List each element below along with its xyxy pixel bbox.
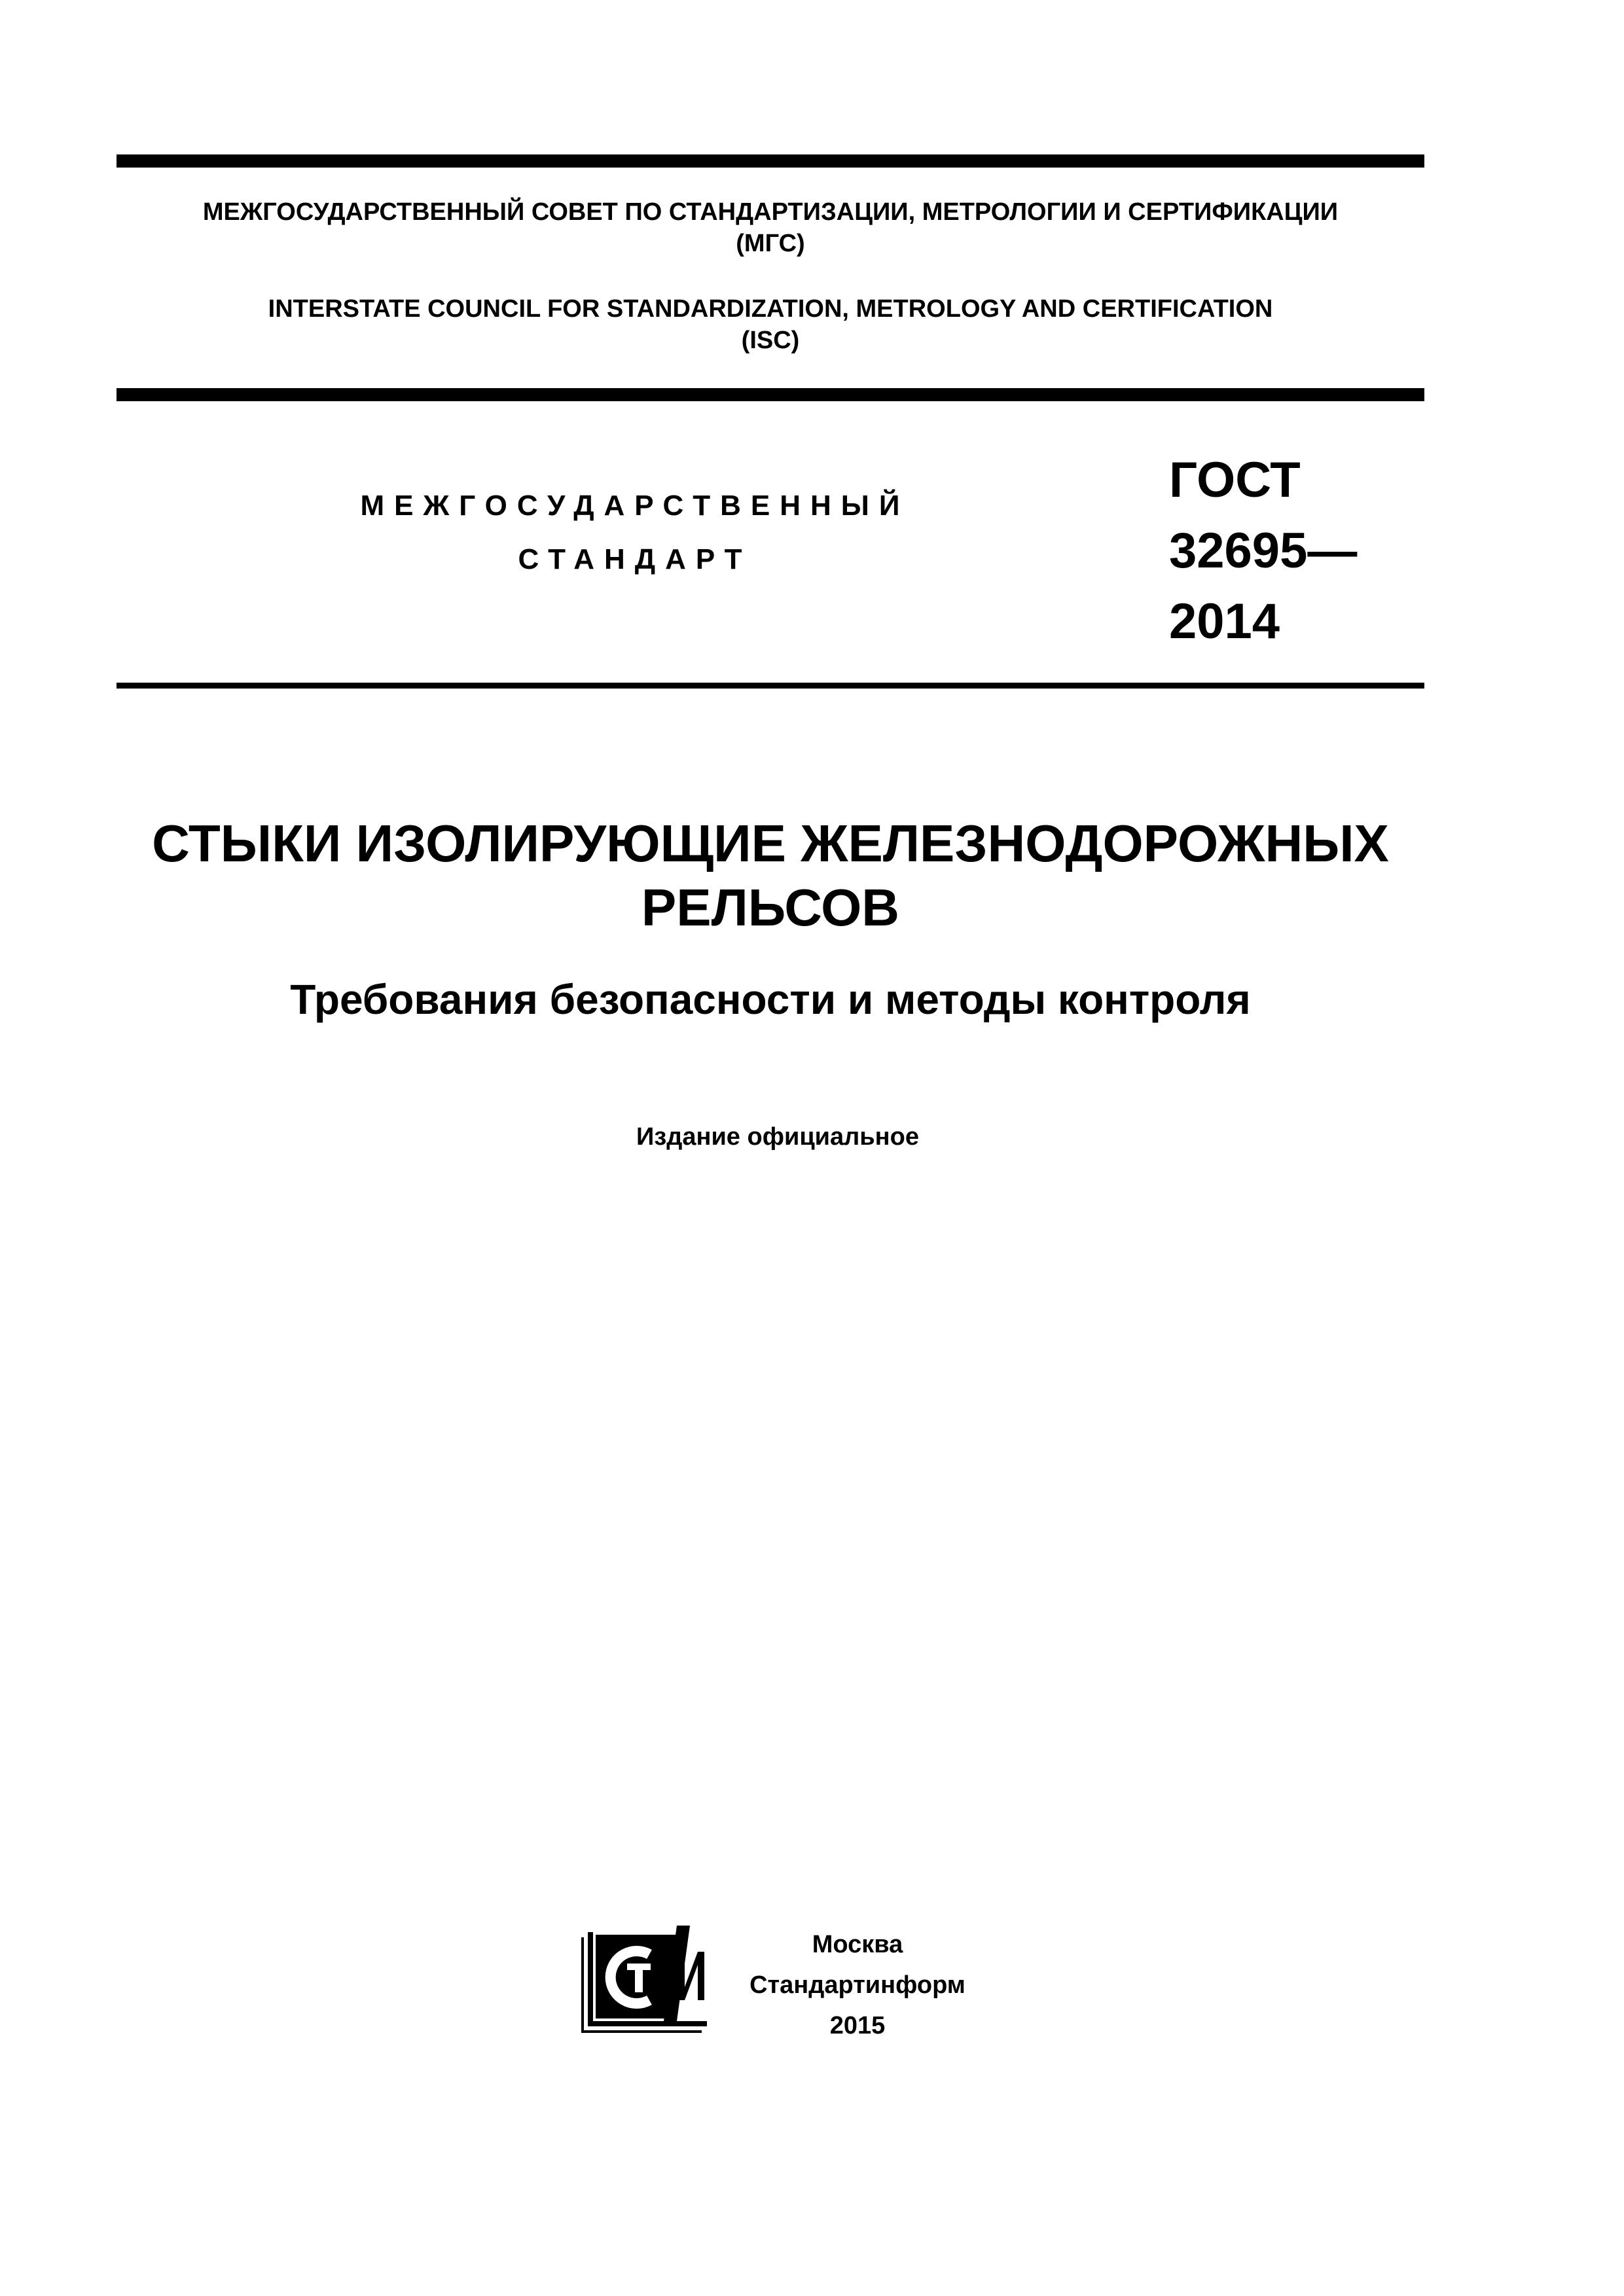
document-title-line2: РЕЛЬСОВ bbox=[641, 878, 900, 937]
council-name-english bbox=[117, 293, 1424, 356]
bottom-divider bbox=[117, 683, 1424, 689]
council-abbr-en: (ISC) bbox=[741, 327, 800, 354]
imprint bbox=[727, 1924, 988, 2046]
imprint-publisher: Стандартинформ bbox=[749, 1971, 965, 1999]
document-title-line1: СТЫКИ ИЗОЛИРУЮЩИЕ ЖЕЛЕЗНОДОРОЖНЫХ bbox=[152, 814, 1389, 872]
council-name-en-line1: INTERSTATE COUNCIL FOR STANDARDIZATION, METROLOGY AND CERTIFICATION bbox=[268, 295, 1273, 323]
standard-type-line2: СТАНДАРТ bbox=[518, 543, 752, 575]
gost-designation-number: 32695— bbox=[1169, 523, 1358, 579]
document-title bbox=[117, 812, 1424, 940]
standard-type-line1: МЕЖГОСУДАРСТВЕННЫЙ bbox=[360, 490, 910, 522]
top-divider bbox=[117, 154, 1424, 168]
gost-designation-prefix: ГОСТ bbox=[1169, 452, 1301, 508]
imprint-city: Москва bbox=[812, 1931, 903, 1958]
edition-note: Издание официальное bbox=[636, 1123, 919, 1151]
imprint-year: 2015 bbox=[829, 2012, 886, 2039]
gost-designation-year: 2014 bbox=[1169, 594, 1280, 649]
gost-designation bbox=[1169, 445, 1357, 657]
council-name-russian bbox=[117, 196, 1424, 259]
document-subtitle: Требования безопасности и методы контроля bbox=[290, 976, 1251, 1023]
council-abbr-ru: (МГС) bbox=[736, 230, 805, 257]
middle-divider bbox=[117, 388, 1424, 401]
council-name-ru-line1: МЕЖГОСУДАРСТВЕННЫЙ СОВЕТ ПО СТАНДАРТИЗАЦИИ, МЕТРОЛОГИИ И СЕРТИФИКАЦИИ bbox=[202, 198, 1339, 226]
standartinform-logo bbox=[579, 1923, 710, 2034]
